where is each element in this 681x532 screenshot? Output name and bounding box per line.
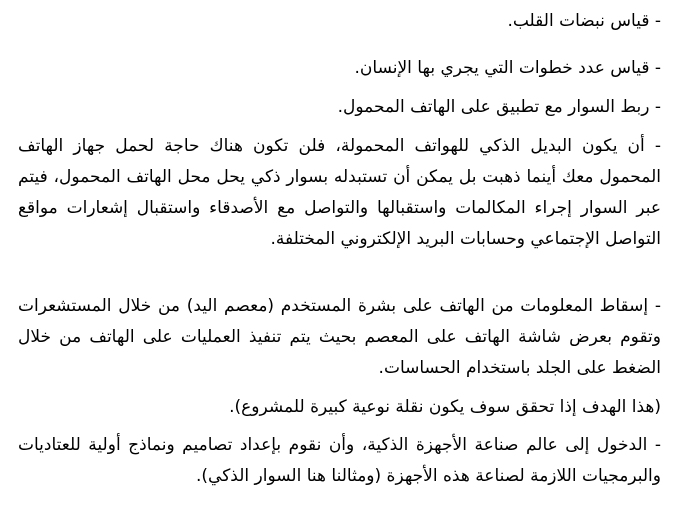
paragraph-phone-app-link: - ربط السوار مع تطبيق على الهاتف المحمول.	[337, 97, 661, 117]
paragraph-skin-projection: - إسقاط المعلومات من الهاتف على بشرة المستخدم (معصم اليد) من خلال المستشعرات وتقوم بعرض شاشة الهاتف على المعصم بحيث يتم تنفيذ العمليات على الهاتف من خلال الضغط على الجلد باستخدام الحساسات.	[18, 296, 661, 378]
paragraph-smart-devices: - الدخول إلى عالم صناعة الأجهزة الذكية، وأن نقوم بإعداد تصاميم ونماذج أولية للعتاديات والبرمجيات اللازمة لصناعة هذه الأجهزة (ومثالنا هنا السوار الذكي).	[18, 435, 661, 486]
paragraph-step-count: - قياس عدد خطوات التي يجري بها الإنسان.	[354, 58, 661, 78]
paragraph-phone-replacement: - أن يكون البديل الذكي للهواتف المحمولة، فلن تكون هناك حاجة لحمل جهاز الهاتف المحمول معك أينما ذهبت بل يمكن أن تستبدله بسوار ذكي يحل محل الهاتف المحمول، فيتم عبر السوار إجراء المكالمات واستقبالها والتواصل مع الأصدقاء واستقبال إشعارات مواقع التواصل الإجتماعي وحسابات البريد الإلكتروني المختلفة.	[18, 136, 661, 249]
paragraph-heart-rate: - قياس نبضات القلب.	[507, 11, 661, 31]
paragraph-goal-note: (هذا الهدف إذا تحقق سوف يكون نقلة نوعية كبيرة للمشروع).	[229, 397, 661, 417]
